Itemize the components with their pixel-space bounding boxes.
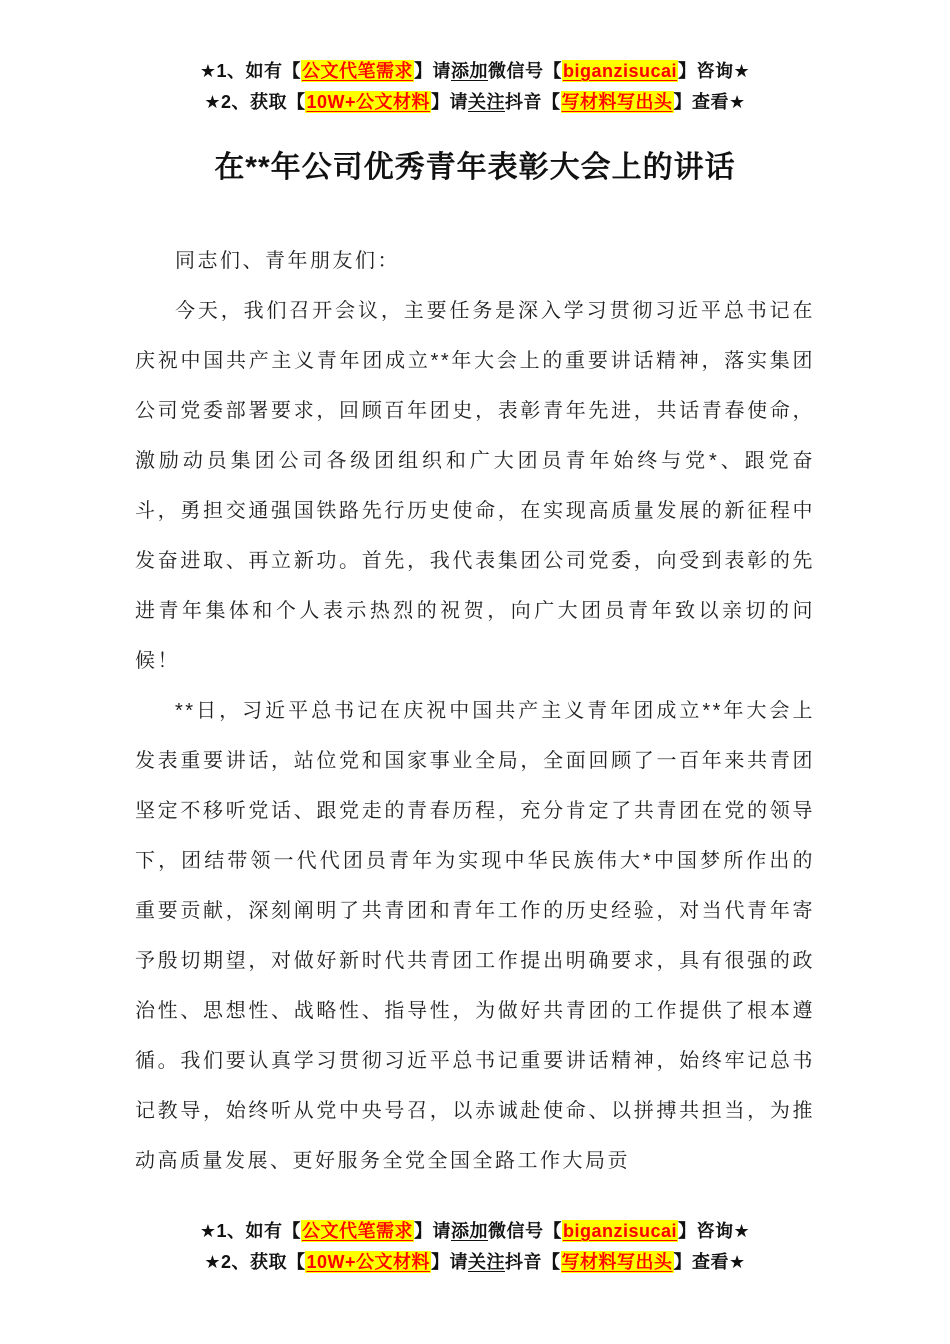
highlighted-text-segment: biganzisucai <box>562 61 678 81</box>
document-body <box>135 236 815 1188</box>
text-segment: 】请 <box>431 92 469 112</box>
ad-banner-bottom-line-1 <box>0 1216 950 1247</box>
highlighted-text-segment: 添加 <box>450 1221 488 1241</box>
text-segment: 】查看★ <box>673 1252 746 1272</box>
highlighted-text-segment: 关注 <box>468 1252 506 1272</box>
highlighted-text-segment: biganzisucai <box>562 1221 678 1241</box>
ad-banner-top-line-2 <box>0 87 950 118</box>
text-segment: 】查看★ <box>673 92 746 112</box>
ad-banner-top <box>0 0 950 118</box>
text-segment: 微信号【 <box>487 1221 562 1241</box>
text-segment: ★1、如有【 <box>199 61 301 81</box>
paragraph-opening: 今天，我们召开会议，主要任务是深入学习贯彻习近平总书记在庆祝中国共产主义青年团成立**年大会上的重要讲话精神，落实集团公司党委部署要求，回顾百年团史，表彰青年先进，共话青春使命，激励动员集团公司各级团组织和广大团员青年始终与党*、跟党奋斗，勇担交通强国铁路先行历史使命，在实现高质量发展的新征程中发奋进取、再立新功。首先，我代表集团公司党委，向受到表彰的先进青年集体和个人表示热烈的祝贺，向广大团员青年致以亲切的问候！ <box>135 300 815 672</box>
text-segment: 微信号【 <box>487 61 562 81</box>
text-segment: 】请 <box>413 1221 451 1241</box>
highlighted-text-segment: 写材料写出头 <box>561 92 673 112</box>
highlighted-text-segment: 10W+公文材料 <box>306 1252 431 1272</box>
text-segment: 】咨询★ <box>678 61 751 81</box>
ad-banner-bottom <box>0 1216 950 1278</box>
ad-banner-bottom-line-2 <box>0 1247 950 1278</box>
text-segment: ★2、获取【 <box>204 92 306 112</box>
text-segment: ★2、获取【 <box>204 1252 306 1272</box>
paragraph-salutation: 同志们、青年朋友们： <box>175 250 400 272</box>
text-segment: 】请 <box>431 1252 469 1272</box>
highlighted-text-segment: 公文代笔需求 <box>301 61 413 81</box>
highlighted-text-segment: 写材料写出头 <box>561 1252 673 1272</box>
highlighted-text-segment: 公文代笔需求 <box>301 1221 413 1241</box>
text-segment: 】咨询★ <box>678 1221 751 1241</box>
highlighted-text-segment: 关注 <box>468 92 506 112</box>
text-segment: 抖音【 <box>505 1252 561 1272</box>
document-title: 在**年公司优秀青年表彰大会上的讲话 <box>214 151 736 184</box>
text-segment: 抖音【 <box>505 92 561 112</box>
highlighted-text-segment: 10W+公文材料 <box>306 92 431 112</box>
text-segment: 】请 <box>413 61 451 81</box>
text-segment: ★1、如有【 <box>199 1221 301 1241</box>
highlighted-text-segment: 添加 <box>450 61 488 81</box>
ad-banner-top-line-1 <box>0 56 950 87</box>
paragraph-speech-summary: **日，习近平总书记在庆祝中国共产主义青年团成立**年大会上发表重要讲话，站位党和国家事业全局，全面回顾了一百年来共青团坚定不移听党话、跟党走的青春历程，充分肯定了共青团在党的领导下，团结带领一代代团员青年为实现中华民族伟大*中国梦所作出的重要贡献，深刻阐明了共青团和青年工作的历史经验，对当代青年寄予殷切期望，对做好新时代共青团工作提出明确要求，具有很强的政治性、思想性、战略性、指导性，为做好共青团的工作提供了根本遵循。我们要认真学习贯彻习近平总书记重要讲话精神，始终牢记总书记教导，始终听从党中央号召，以赤诚赴使命、以拼搏共担当，为推动高质量发展、更好服务全党全国全路工作大局贡 <box>135 700 815 1172</box>
